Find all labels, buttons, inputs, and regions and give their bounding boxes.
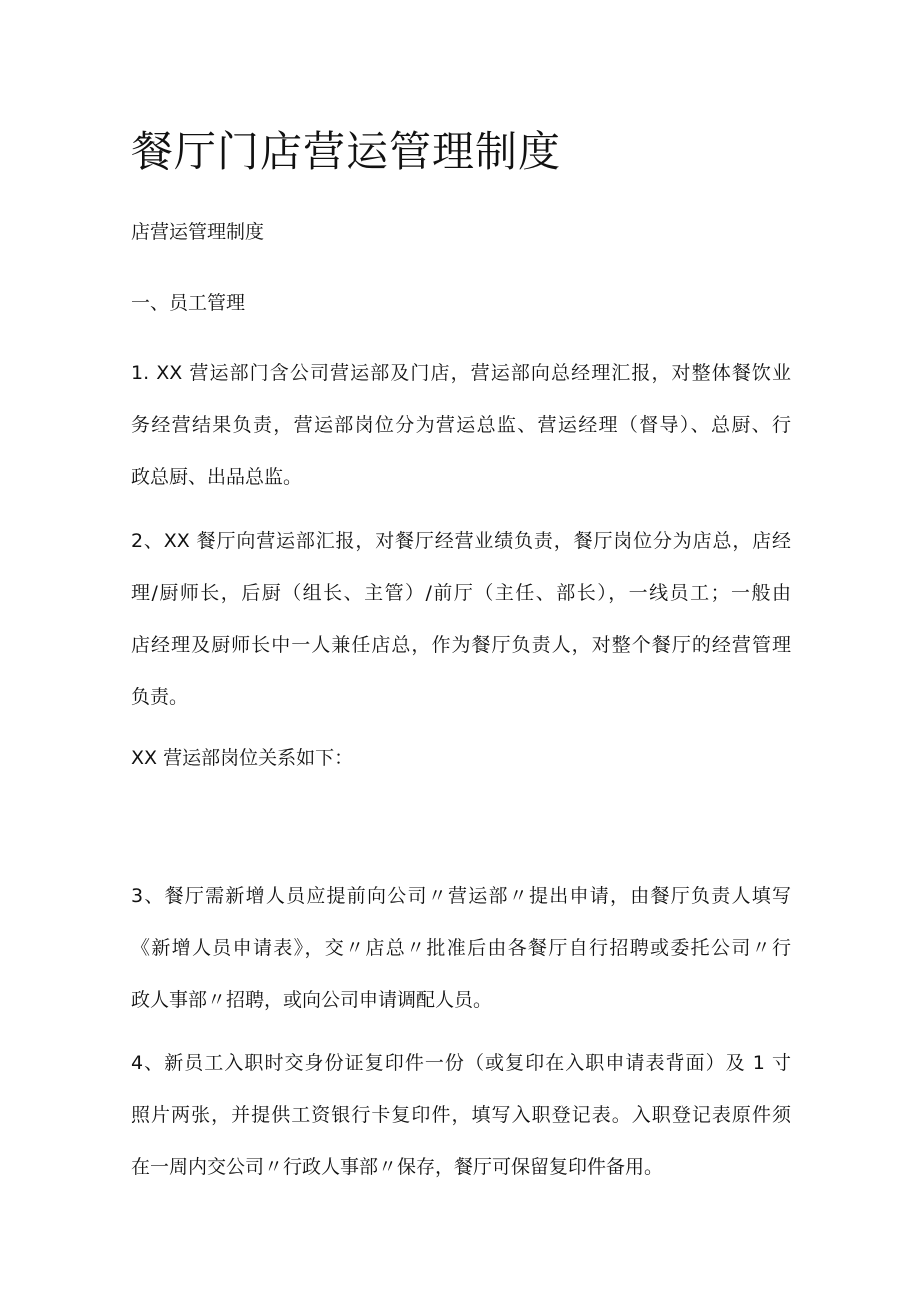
paragraph-line: 政人事部〃招聘，或向公司申请调配人员。 [131, 989, 493, 1011]
paragraph-line: 《新增人员申请表》，交〃店总〃批准后由各餐厅自行招聘或委托公司〃行 [131, 937, 791, 959]
paragraph-line: 2、XX 餐厅向营运部汇报，对餐厅经营业绩负责，餐厅岗位分为店总，店经 [131, 530, 791, 552]
paragraph-line: 政总厨、出品总监。 [131, 466, 303, 488]
paragraph-line: 理/厨师长，后厨（组长、主管）/前厅（主任、部长），一线员工；一般由 [131, 582, 791, 604]
paragraph-4 [131, 1037, 791, 1193]
document-subtitle: 店营运管理制度 [131, 221, 265, 243]
paragraph-line: 照片两张，并提供工资银行卡复印件，填写入职登记表。入职登记表原件须 [131, 1104, 791, 1126]
paragraph-3 [131, 870, 791, 1026]
paragraph-line: 在一周内交公司〃行政人事部〃保存，餐厅可保留复印件备用。 [131, 1156, 664, 1178]
paragraph-2 [131, 515, 791, 723]
paragraph-1 [131, 347, 791, 503]
org-relation-intro [131, 732, 791, 784]
paragraph-line: 1. XX 营运部门含公司营运部及门店，营运部向总经理汇报，对整体餐饮业 [131, 362, 791, 384]
paragraph-line: 务经营结果负责，营运部岗位分为营运总监、营运经理（督导）、总厨、行 [131, 414, 791, 436]
document-title: 餐厅门店营运管理制度 [131, 127, 562, 176]
paragraph-line: 店经理及厨师长中一人兼任店总，作为餐厅负责人，对整个餐厅的经营管理 [131, 634, 791, 656]
paragraph-line: XX 营运部岗位关系如下： [131, 747, 354, 769]
section-heading: 一、员工管理 [131, 292, 246, 314]
paragraph-line: 4、新员工入职时交身份证复印件一份（或复印在入职申请表背面）及 1 寸 [131, 1052, 791, 1074]
paragraph-line: 负责。 [131, 686, 189, 708]
paragraph-line: 3、餐厅需新增人员应提前向公司〃营运部〃提出申请，由餐厅负责人填写 [131, 885, 791, 907]
